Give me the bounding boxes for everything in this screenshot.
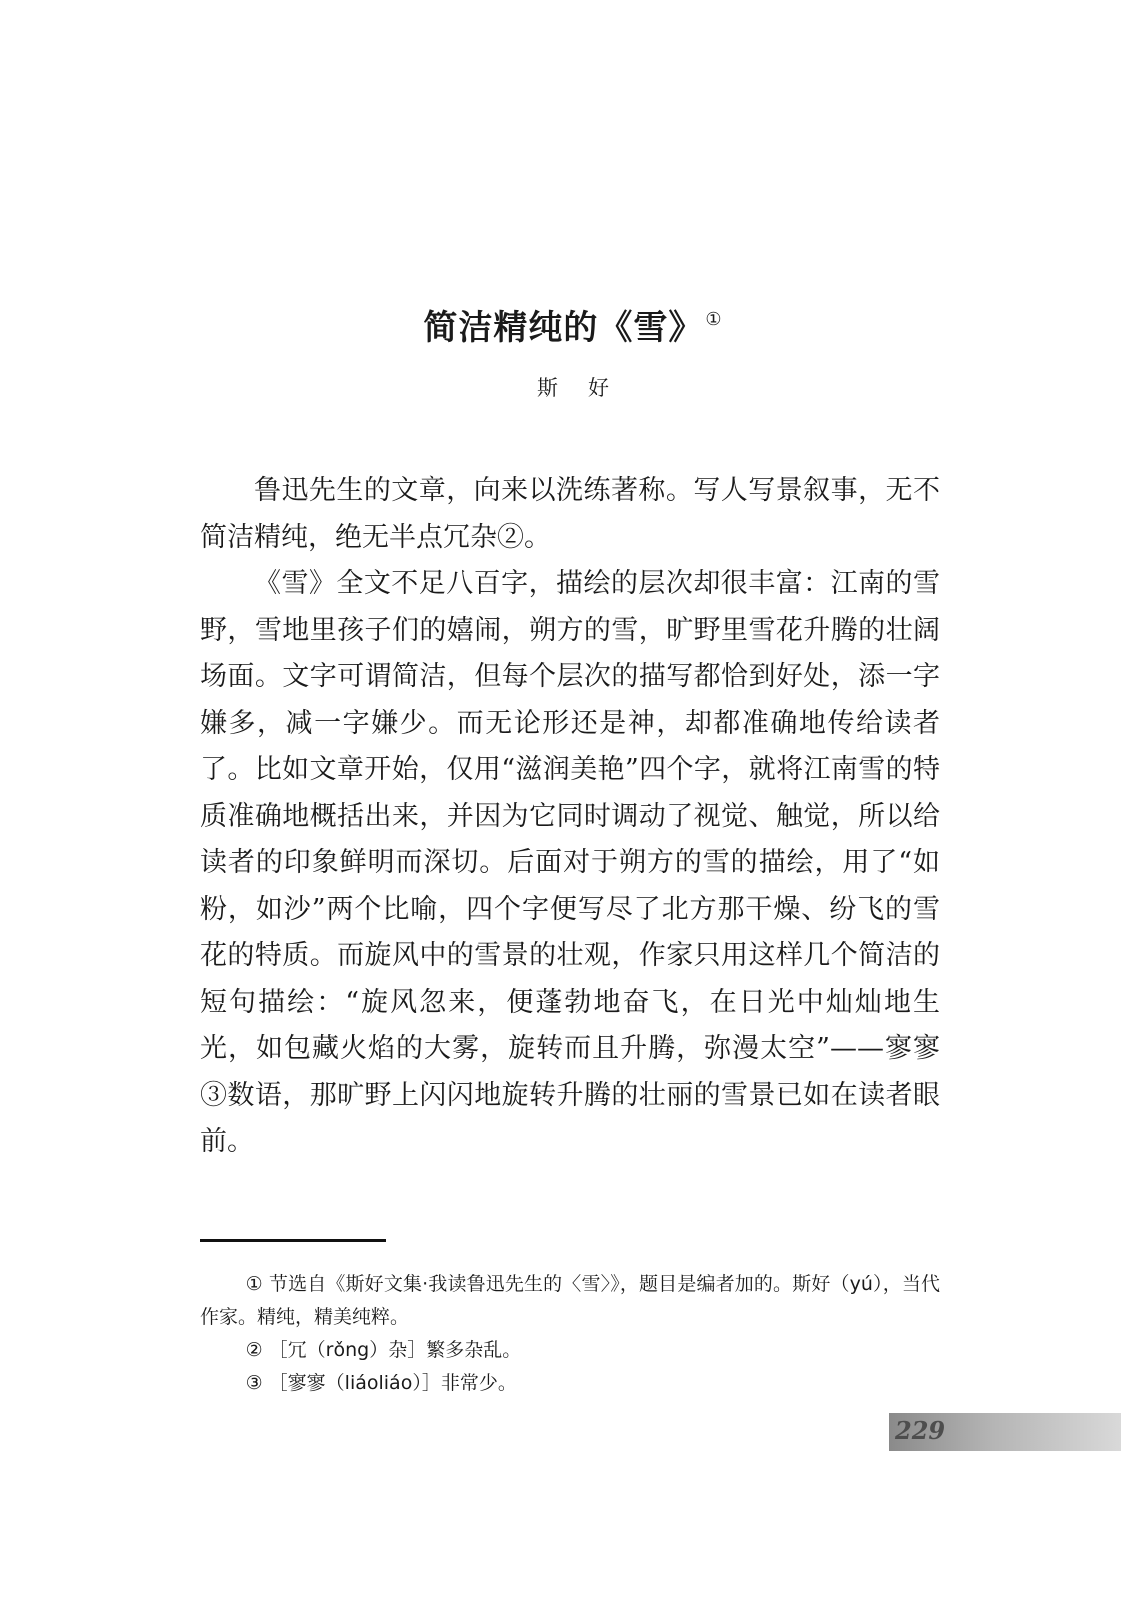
body-paragraph: 《雪》全文不足八百字，描绘的层次却很丰富：江南的雪野，雪地里孩子们的嬉闹，朔方的雪，旷野里雪花升腾的壮阔场面。文字可谓简洁，但每个层次的描写都恰到好处，添一字嫌多，减一字嫌少。而无论形还是神，却都准确地传给读者了。比如文章开始，仅用“滋润美艳”四个字，就将江南雪的特质准确地概括出来，并因为它同时调动了视觉、触觉，所以给读者的印象鲜明而深切。后面对于朔方的雪的描绘，用了“如粉，如沙”两个比喻，四个字便写尽了北方那干燥、纷飞的雪花的特质。而旋风中的雪景的壮观，作家只用这样几个简洁的短句描绘：“旋风忽来，便蓬勃地奋飞，在日光中灿灿地生光，如包藏火焰的大雾，旋转而且升腾，弥漫太空”——寥寥③数语，那旷野上闪闪地旋转升腾的壮丽的雪景已如在读者眼前。 <box>200 568 940 1157</box>
footnote-item: ③ ［寥寥（liáoliáo）］非常少。 <box>245 1372 517 1394</box>
article-title <box>0 300 1146 349</box>
footnote-item: ① 节选自《斯好文集·我读鲁迅先生的〈雪〉》，题目是编者加的。斯好（yú），当代作家。精纯，精美纯粹。 <box>200 1273 940 1328</box>
title-footnote-mark: ① <box>705 309 723 330</box>
article-body <box>200 468 940 1166</box>
footnote-item: ② ［冗（rǒng）杂］繁多杂乱。 <box>245 1339 522 1361</box>
footnotes <box>200 1268 940 1400</box>
article-title-text: 简洁精纯的《雪》 <box>423 308 704 348</box>
footnote-divider <box>200 1239 386 1242</box>
body-paragraph: 鲁迅先生的文章，向来以洗练著称。写人写景叙事，无不简洁精纯，绝无半点冗杂②。 <box>200 475 940 553</box>
article-author: 斯好 <box>537 376 639 400</box>
page-number-tab <box>889 1413 1121 1451</box>
page-number: 229 <box>895 1416 946 1445</box>
